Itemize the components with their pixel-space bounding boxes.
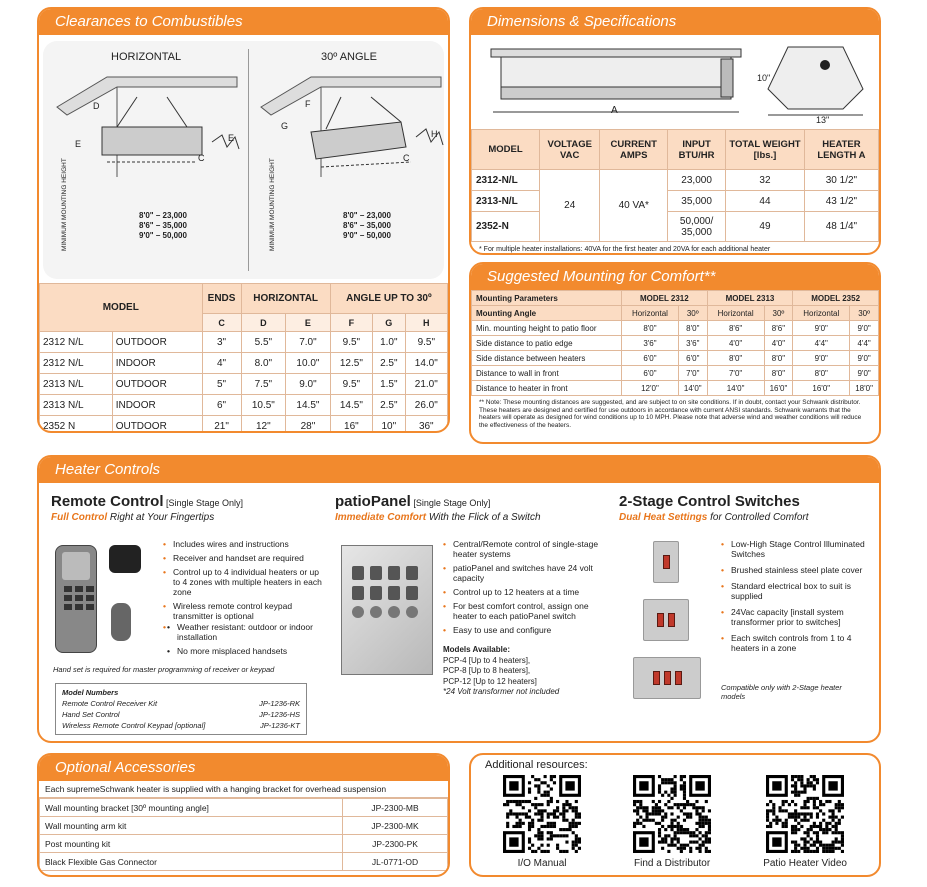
horizontal-heater-illustration <box>47 67 247 187</box>
mounting-table: Mounting Parameters MODEL 2312 MODEL 2313 MODEL 2352 Mounting Angle Horizontal 30º Horizontal 30º Horizontal 30º Min. mounting height to patio floor 8'0" 8'0" 8'6" 8'6" 9'0" 9'0" Side distance to patio edge 3'6" 3'6" 4'0" 4'0" 4'4" 4'4" Side distance between heaters 6'0" 6'0" 8'0" 8'0" 9'0" 9'0" Distance to wall in front 6'0" 7'0" 7'0" 8'0" 8'0" 9'0" Distance to heater in front 12'0" 14'0" 14'0" 16'0" 16'0" 18'0" <box>471 290 879 396</box>
table-row: Min. mounting height to patio floor 8'0" 8'0" 8'6" 8'6" 9'0" 9'0" <box>472 321 879 336</box>
switch-triple <box>633 657 701 699</box>
switch-single <box>653 541 679 583</box>
remote-images <box>51 541 159 659</box>
table-row: Side distance to patio edge 3'6" 3'6" 4'0" 4'0" 4'4" 4'4" <box>472 336 879 351</box>
letter-d: D <box>93 101 100 111</box>
specs-rows <box>472 170 879 242</box>
letter-e-right: E <box>228 133 235 143</box>
qr-code-icon[interactable] <box>633 775 711 853</box>
table-row: Black Flexible Gas Connector JL-0771-OD <box>40 853 448 871</box>
controls-title: Heater Controls <box>39 457 879 483</box>
resources-panel <box>469 753 881 877</box>
table-row: 2313 N/L INDOOR 6" 10.5" 14.5" 14.5" 2.5" 26.0" <box>40 395 448 416</box>
stage-note: Compatible only with 2-Stage heater models <box>721 683 842 701</box>
ends-header: ENDS <box>202 284 241 314</box>
clearances-title: Clearances to Combustibles <box>39 9 448 35</box>
table-row: 2312-N/L 24 40 VA* 23,000 32 30 1/2" <box>472 170 879 191</box>
mounting-panel <box>469 262 881 444</box>
dimension-a: A <box>611 105 618 116</box>
table-row: Post mounting kit JP-2300-PK <box>40 835 448 853</box>
table-row: 2352 N OUTDOOR 21" 12" 28" 16" 10" 36" <box>40 416 448 434</box>
specs-table: MODEL VOLTAGE VAC CURRENT AMPS INPUT BTU/HR TOTAL WEIGHT [lbs.] HEATER LENGTH A 2312-N/L 24 40 VA* 23,000 32 30 1/2" 2313-N/L 35,000 44 43 1/2" 2352-N 50,000/ 35,000 49 48 1/4" <box>471 129 879 242</box>
specs-footnote: * For multiple heater installations: 40VA for the first heater and 20VA for each additional heater <box>479 246 771 253</box>
letter-f: F <box>305 99 311 109</box>
controls-panel <box>37 455 881 743</box>
accessories-intro: Each supremeSchwank heater is supplied with a hanging bracket for overhead suspension <box>39 781 448 798</box>
clearances-table: MODEL ENDS HORIZONTAL ANGLE UP TO 30º C D E F G H 2312 N/L OUTDOOR 3" 5.5" 7.0" 9.5" 1.0" 9.5" 2312 N/L INDOOR 4" 8.0" 10.0" 12.5" 2.5" 14.0" 2313 N/L OUTDOOR 5" 7.5" 9.0" 9.5" 1.5" 21.0" 2313 N/L INDOOR 6" 10.5" 14.5" 14.5" 2.5" 26.0" 2352 N OUTDOOR 21" 12" 28" 16" 10" 36" <box>39 283 448 433</box>
heater-end-view <box>763 39 873 119</box>
letter-g: G <box>281 121 289 131</box>
horizontal-header: HORIZONTAL <box>241 284 330 314</box>
resource-patio-video[interactable]: Patio Heater Video <box>763 775 847 869</box>
patio-bullets: • Central/Remote control of single-stage heater systems • patioPanel and switches have 24 volt capacity • Control up to 12 heaters at a time • For best comfort control, assign one heater to each patioPanel switch • Easy to use and configure <box>443 539 603 639</box>
table-row: 2312 N/L INDOOR 4" 8.0" 10.0" 12.5" 2.5" 14.0" <box>40 353 448 374</box>
keyfob-icon <box>111 603 131 641</box>
accessories-table <box>39 798 448 871</box>
dimensions-title: Dimensions & Specifications <box>471 9 879 35</box>
table-row: 2313-N/L 35,000 44 43 1/2" <box>472 191 879 212</box>
angle-label: 30º ANGLE <box>321 51 377 63</box>
table-row: Wall mounting arm kit JP-2300-MK <box>40 817 448 835</box>
stage-heading: 2-Stage Control Switches <box>619 493 800 510</box>
letter-h: H <box>431 129 438 139</box>
heights-right: 8'0" – 23,000 8'6" – 35,000 9'0" – 50,000 <box>343 211 391 240</box>
dimension-height: 10" <box>757 73 771 83</box>
table-row: Wall mounting bracket [30º mounting angle] JP-2300-MB <box>40 799 448 817</box>
qr-code-icon[interactable] <box>766 775 844 853</box>
qr-code-icon[interactable] <box>503 775 581 853</box>
horizontal-label: HORIZONTAL <box>111 51 182 63</box>
table-row: 2352-N 50,000/ 35,000 49 48 1/4" <box>472 212 879 242</box>
clearances-rows <box>40 332 448 434</box>
patio-models: Models Available: PCP-4 [Up to 4 heaters], PCP-8 [Up to 8 heaters], PCP-12 [Up to 12 heaters] *24 Volt transformer not included <box>443 645 560 696</box>
table-row: Distance to heater in front 12'0" 14'0" 14'0" 16'0" 16'0" 18'0" <box>472 381 879 396</box>
stage-bullets: • Low-High Stage Control Illuminated Switches • Brushed stainless steel plate cover • Standard electrical box to suit is supplied • 24Vac capacity [install system transformer prior to switches] • Each switch controls from 1 to 4 heaters in a zone <box>721 539 871 659</box>
table-row: 2313 N/L OUTDOOR 5" 7.5" 9.0" 9.5" 1.5" 21.0" <box>40 374 448 395</box>
table-row: Distance to wall in front 6'0" 7'0" 7'0" 8'0" 8'0" 9'0" <box>472 366 879 381</box>
dimensions-panel <box>469 7 881 255</box>
letter-c-right: C <box>403 153 410 163</box>
table-row: 2312 N/L OUTDOOR 3" 5.5" 7.0" 9.5" 1.0" 9.5" <box>40 332 448 353</box>
remote-heading: Remote Control <box>51 493 164 510</box>
handset-icon <box>55 545 97 653</box>
switch-double <box>643 599 689 641</box>
receiver-icon <box>109 545 141 573</box>
clearances-diagram <box>43 41 444 279</box>
remote-column: Remote Control [Single Stage Only] Full Control Right at Your Fingertips • Includes wires and instructions • Receiver and handset are required • Control up to 4 individual heaters or up to 4 zones with multiple heaters in each zone • Wireless remote control keypad transmitter is optional • • Weather resistant: outdoor or indoor installation • No more misplaced handsets Hand set is required for master programming of receiver or keypad Model Numbers Remote Control Receiver Kit JP-1236-RK Hand Set Control JP-1236-HS Wireless Remote Control Keypad [optional] JP-1236-KT <box>51 493 326 523</box>
letter-e-left: E <box>75 139 82 149</box>
patio-column: patioPanel [Single Stage Only] Immediate Comfort With the Flick of a Switch • Central/Remote control of single-stage heater systems • patioPanel and switches have 24 volt capacity • Control up to 12 heaters at a time • For best comfort control, assign one heater to each patioPanel switch • Easy to use and configure Models Available: PCP-4 [Up to 4 heaters], PCP-8 [Up to 8 heaters], PCP-12 [Up to 12 heaters] *24 Volt transformer not included <box>335 493 610 523</box>
min-height-label-left: MINIMUM MOUNTING HEIGHT <box>61 158 68 251</box>
letter-c-left: C <box>198 153 205 163</box>
min-height-label-right: MINIMUM MOUNTING HEIGHT <box>269 158 276 251</box>
mounting-rows <box>472 321 879 396</box>
mounting-title: Suggested Mounting for Comfort** <box>471 264 879 290</box>
diagram-divider <box>248 49 249 271</box>
accessories-title: Optional Accessories <box>39 755 448 781</box>
resources-title: Additional resources: <box>485 759 588 771</box>
remote-note: Hand set is required for master programming of receiver or keypad <box>53 665 275 674</box>
heights-left: 8'0" – 23,000 8'6" – 35,000 9'0" – 50,000 <box>139 211 187 240</box>
model-header: MODEL <box>40 284 203 332</box>
resource-find-distributor[interactable]: Find a Distributor <box>633 775 711 869</box>
accessories-panel <box>37 753 450 877</box>
resource-io-manual[interactable]: I/O Manual <box>503 775 581 869</box>
patio-panel-image <box>341 545 433 675</box>
remote-models-box: Model Numbers Remote Control Receiver Kit JP-1236-RK Hand Set Control JP-1236-HS Wireless Remote Control Keypad [optional] JP-1236-KT <box>55 683 307 735</box>
angle-header: ANGLE UP TO 30º <box>330 284 447 314</box>
mounting-note: ** Note: These mounting distances are suggested, and are subject to on site conditions. If in doubt, contact your Schwank distributor. These heaters are designed and certified for use outdoors in accordance with current ANSI standards. Schwank warrants that the heaters will operate as designed for wind conditions up to 10 MPH. Please note that adverse wind and weather conditions will reduce the effectiveness of the heaters. <box>479 399 862 429</box>
patio-heading: patioPanel <box>335 493 411 510</box>
resources-list <box>471 775 879 869</box>
dimension-drawing <box>471 35 879 129</box>
table-row: Side distance between heaters 6'0" 6'0" 8'0" 8'0" 9'0" 9'0" <box>472 351 879 366</box>
remote-bullets: • Includes wires and instructions • Receiver and handset are required • Control up to 4 individual heaters or up to 4 zones with multiple heaters in each zone • Wireless remote control keypad transmitter is optional • • Weather resistant: outdoor or indoor installation • No more misplaced handsets <box>163 539 323 660</box>
dimension-depth: 13" <box>816 115 830 125</box>
stage-column: 2-Stage Control Switches Dual Heat Settings for Controlled Comfort • Low-High Stage Control Illuminated Switches • Brushed stainless steel plate cover • Standard electrical box to suit is supplied • 24Vac capacity [install system transformer prior to switches] • Each switch controls from 1 to 4 heaters in a zone Compatible only with 2-Stage heater models <box>619 493 874 523</box>
clearances-panel <box>37 7 450 433</box>
